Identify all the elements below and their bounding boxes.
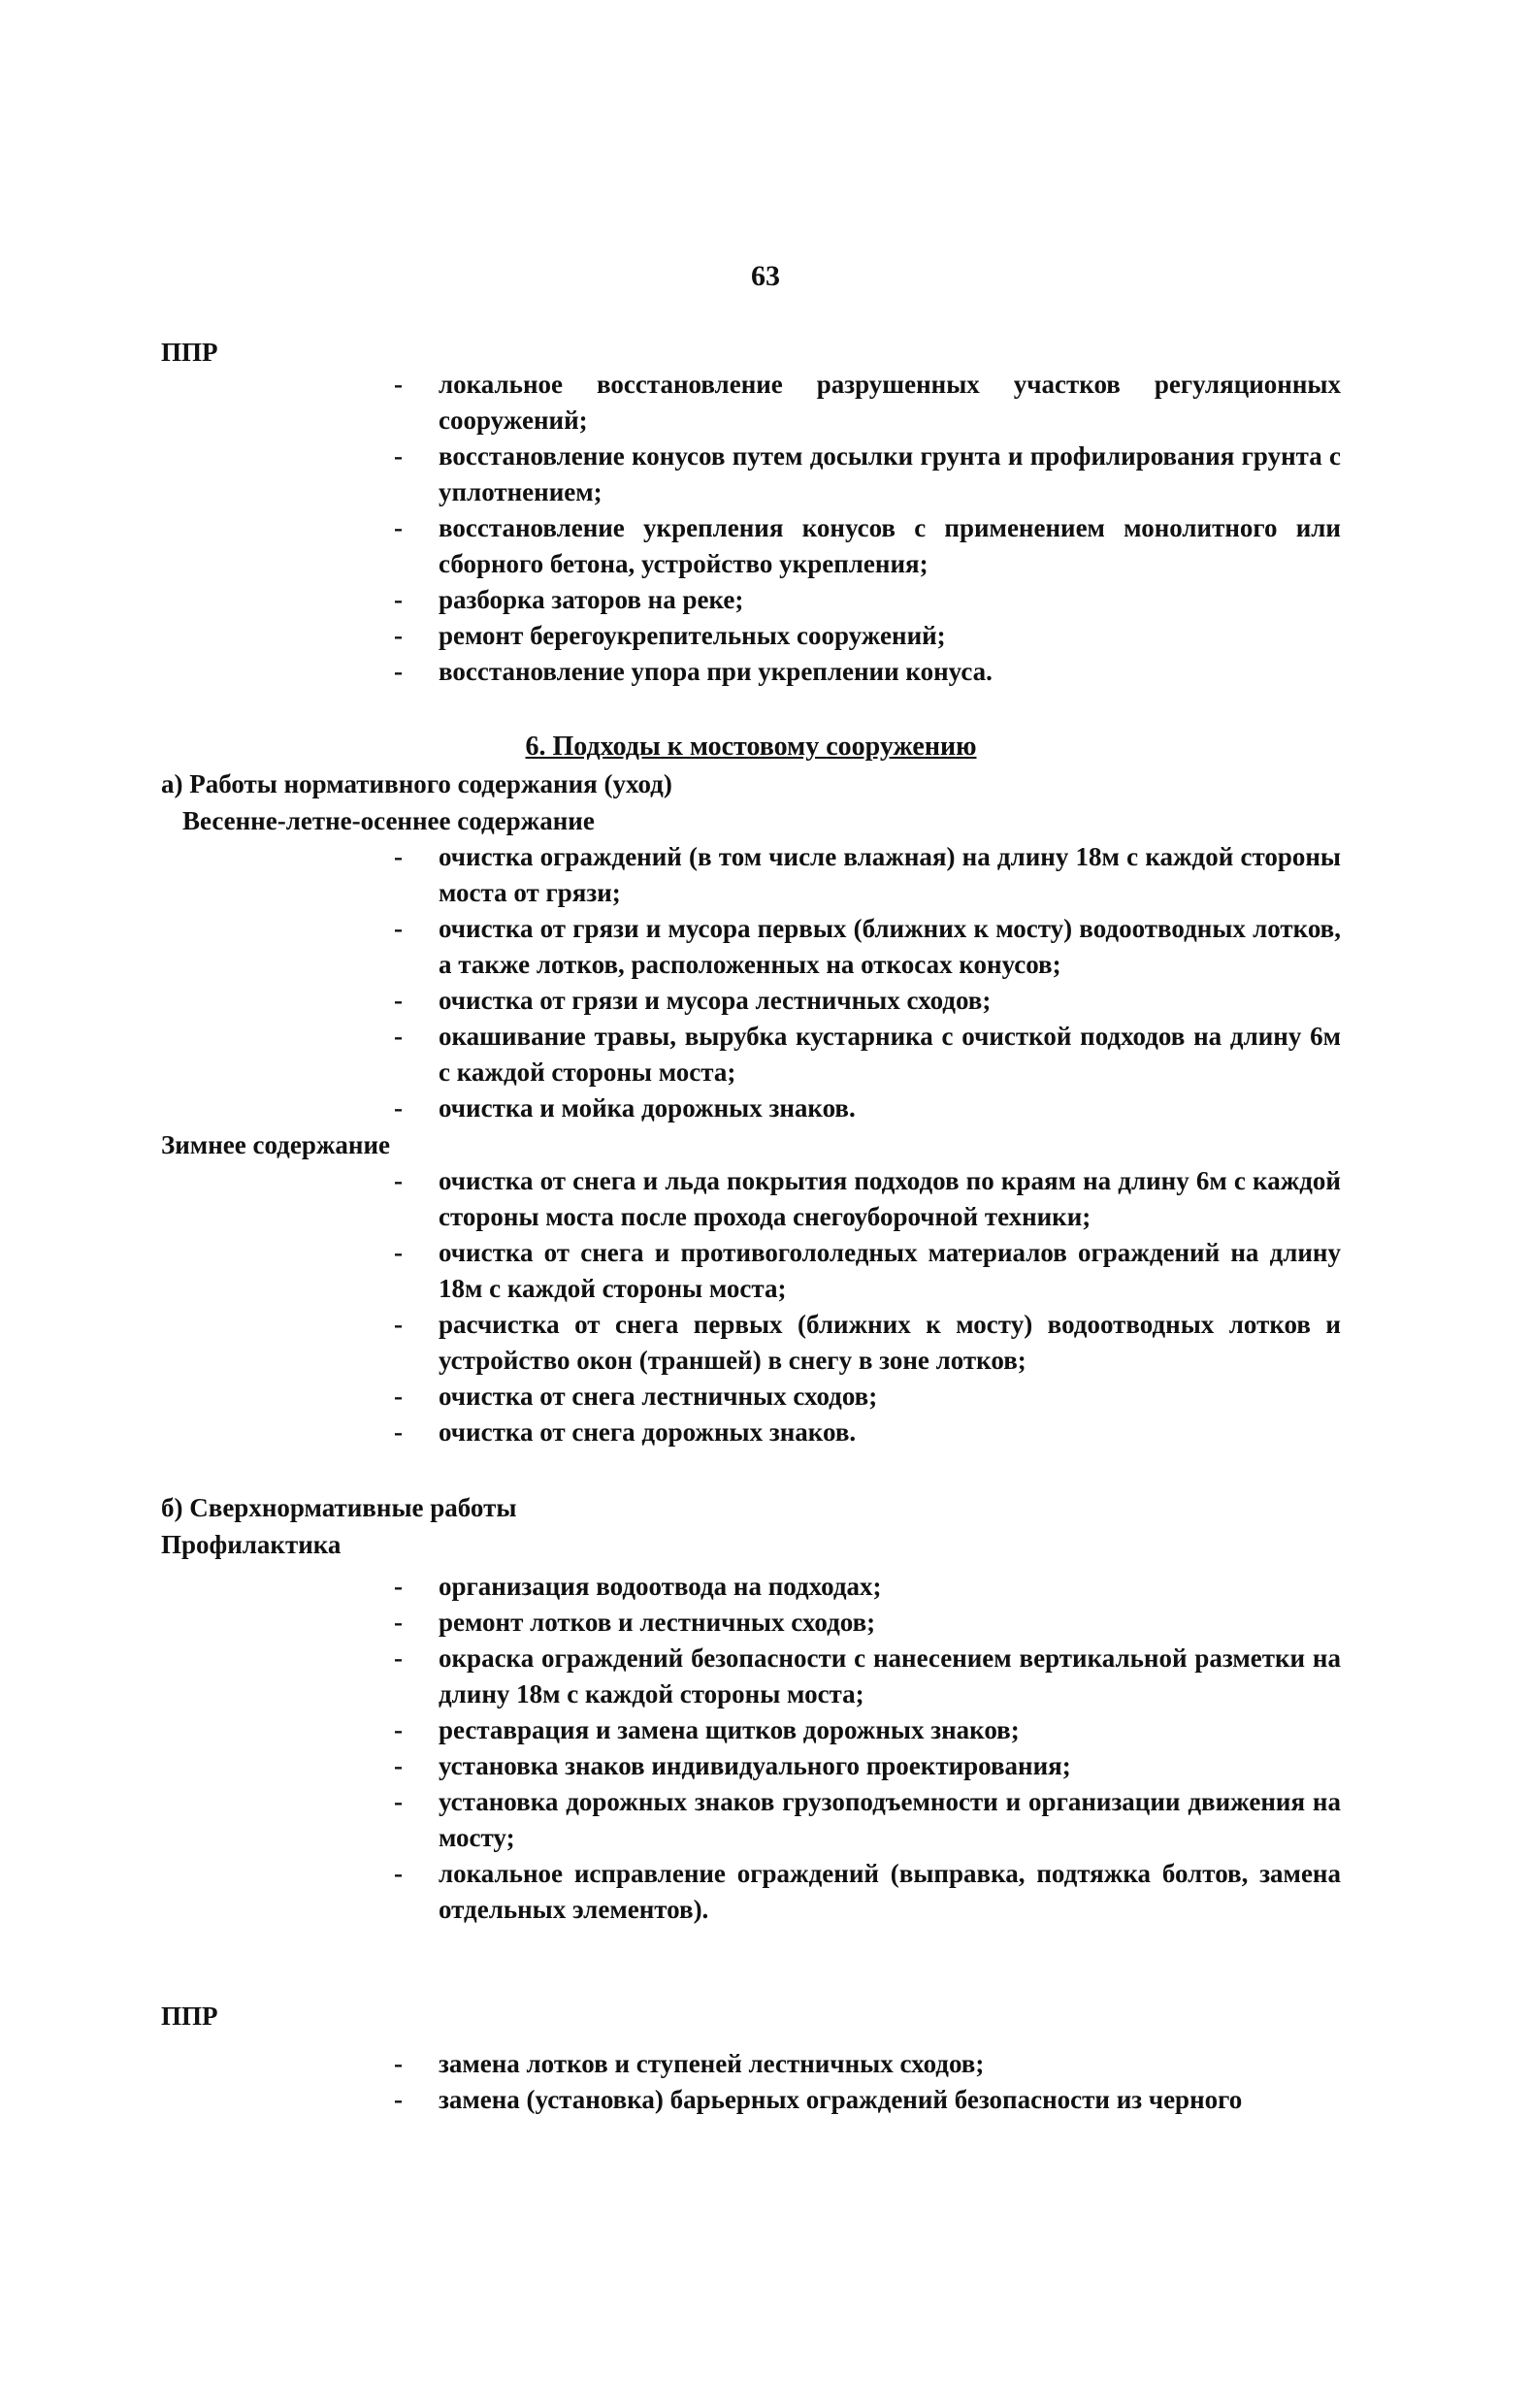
list-item: - восстановление конусов путем досылки грунта и профилирования грунта с уплотнением;: [394, 441, 1341, 506]
ppr-list-2: [161, 2046, 1341, 2118]
list-item: - ремонт берегоукрепительных сооружений;: [394, 621, 946, 650]
list-item: - локальное восстановление разрушенных участков регуляционных сооружений;: [394, 370, 1341, 435]
list-item: - очистка от снега и противогололедных материалов ограждений на длину 18м с каждой стороны моста;: [394, 1238, 1341, 1303]
prevention-label: Профилактика: [161, 1530, 342, 1559]
page-number: 63: [751, 260, 780, 292]
list-item: - локальное исправление ограждений (выправка, подтяжка болтов, замена отдельных элементов).: [394, 1859, 1341, 1924]
list-item: - очистка от снега и льда покрытия подходов по краям на длину 6м с каждой стороны моста после прохода снегоуборочной техники;: [394, 1166, 1341, 1231]
list-item: - восстановление укрепления конусов с применением монолитного или сборного бетона, устройство укрепления;: [394, 513, 1341, 578]
list-item: - очистка от снега дорожных знаков.: [394, 1417, 857, 1447]
list-item: - замена (установка) барьерных ограждений безопасности из черного: [394, 2085, 1243, 2114]
list-item: - окраска ограждений безопасности с нанесением вертикальной разметки на длину 18м с каждой стороны моста;: [394, 1643, 1341, 1708]
list-item: - окашивание травы, вырубка кустарника с очисткой подходов на длину 6м с каждой стороны моста;: [394, 1022, 1341, 1087]
spring-list: [161, 839, 1341, 1126]
list-item: - установка знаков индивидуального проектирования;: [394, 1751, 1071, 1780]
list-item: - очистка от грязи и мусора лестничных сходов;: [394, 986, 992, 1015]
list-item: - расчистка от снега первых (ближних к мосту) водоотводных лотков и устройство окон (траншей) в снегу в зоне лотков;: [394, 1310, 1341, 1375]
document-body: [161, 334, 1341, 2118]
list-item: - разборка заторов на реке;: [394, 585, 744, 614]
list-item: - очистка и мойка дорожных знаков.: [394, 1093, 856, 1123]
ppr-label-2: ППР: [161, 2001, 218, 2031]
list-item: - ремонт лотков и лестничных сходов;: [394, 1608, 876, 1637]
subsection-a-heading: а) Работы нормативного содержания (уход): [161, 769, 672, 798]
list-item: - организация водоотвода на подходах;: [394, 1572, 882, 1601]
ppr-label: ППР: [161, 338, 218, 367]
prevention-list: [161, 1569, 1341, 1928]
subsection-b-heading: б) Сверхнормативные работы: [161, 1493, 517, 1522]
section-title: 6. Подходы к мостовому сооружению: [525, 732, 977, 762]
spring-summer-autumn-label: Весенне-летне-осеннее содержание: [182, 806, 595, 835]
list-item: - замена лотков и ступеней лестничных сходов;: [394, 2049, 985, 2078]
list-item: - восстановление упора при укреплении конуса.: [394, 657, 993, 686]
list-item: - установка дорожных знаков грузоподъемности и организации движения на мосту;: [394, 1787, 1341, 1852]
ppr-list: [161, 367, 1341, 690]
list-item: - очистка от грязи и мусора первых (ближних к мосту) водоотводных лотков, а также лотков, расположенных на откосах конусов;: [394, 914, 1341, 979]
list-item: - очистка от снега лестничных сходов;: [394, 1382, 878, 1411]
winter-label: Зимнее содержание: [161, 1130, 391, 1159]
winter-list: [161, 1163, 1341, 1450]
list-item: - реставрация и замена щитков дорожных знаков;: [394, 1715, 1020, 1744]
list-item: - очистка ограждений (в том числе влажная) на длину 18м с каждой стороны моста от грязи;: [394, 842, 1341, 907]
